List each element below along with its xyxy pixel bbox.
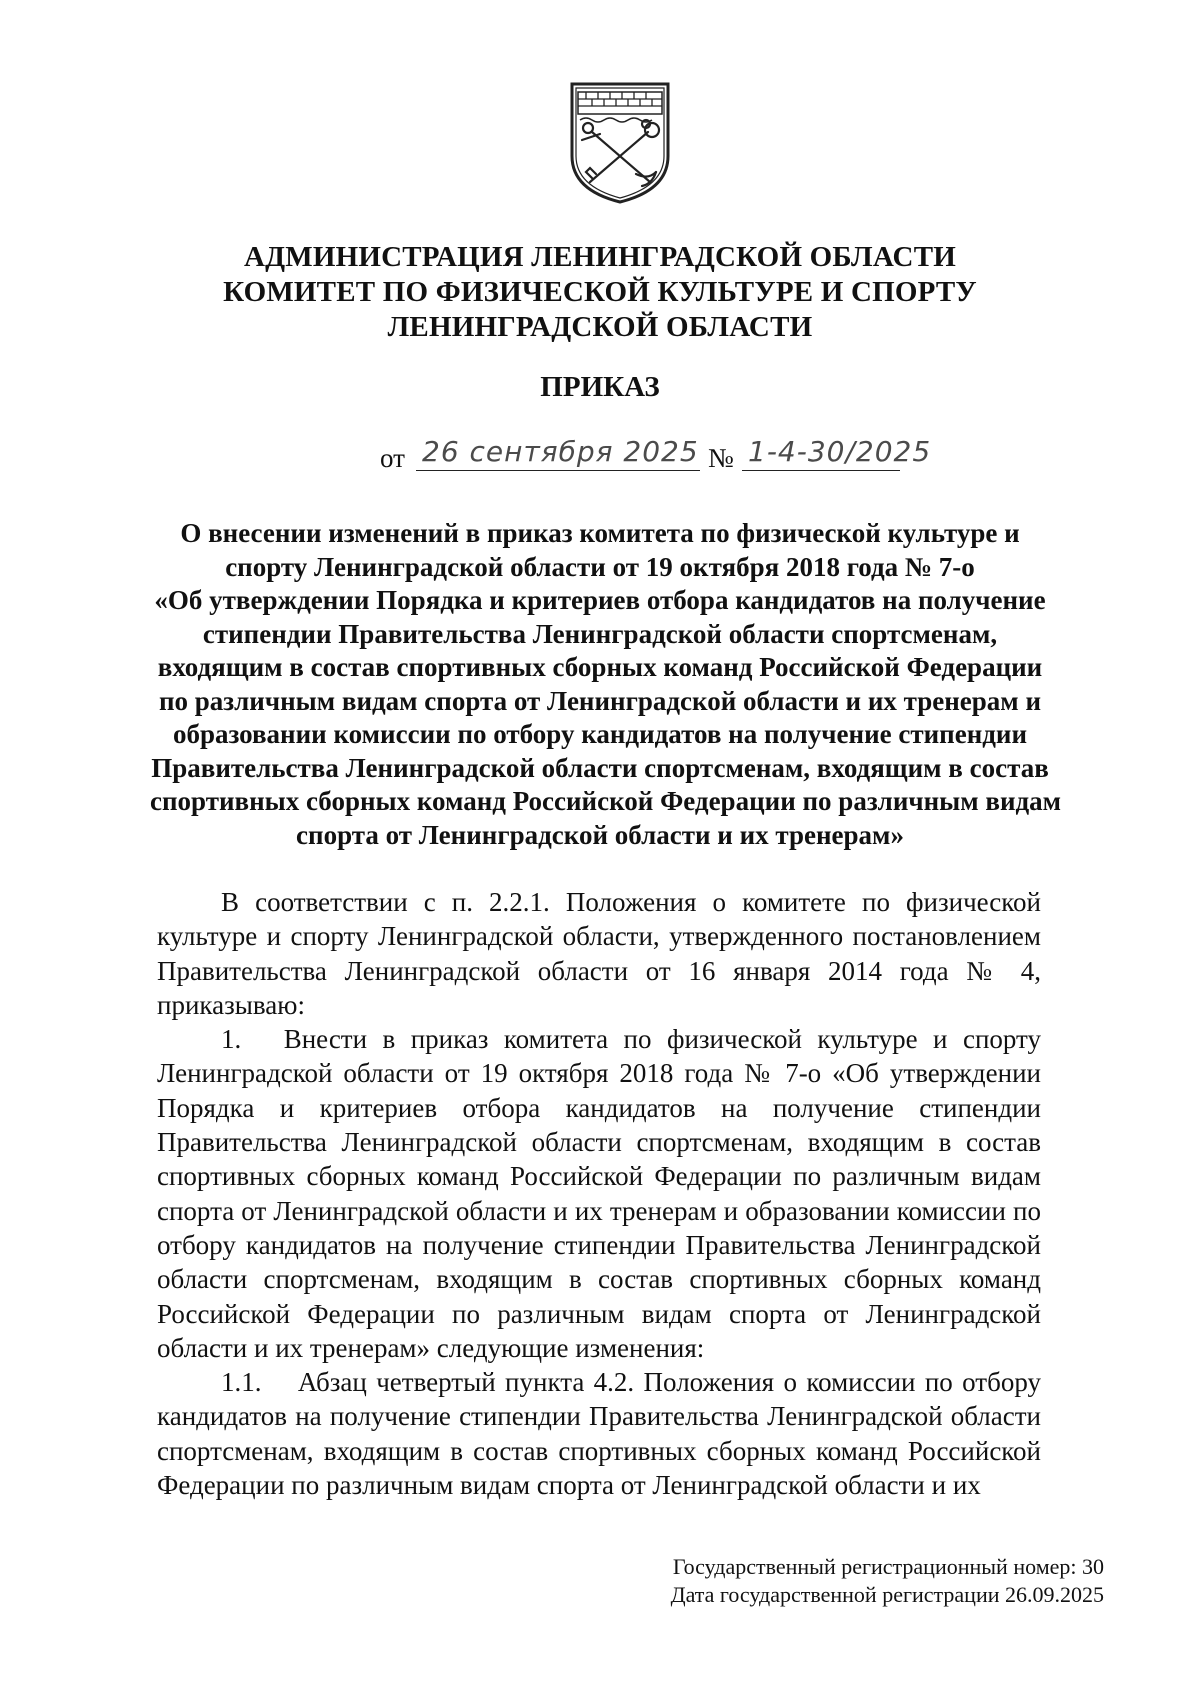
item-1-1-paragraph: 1.1. Абзац четвертый пункта 4.2. Положения о комиссии по отбору кандидатов на получение стипендии Правительства Ленинградской области спортсменам, входящим в состав спортивных сборных команд Российской Федерации по различным видам спорта от Ленинградской области и их <box>157 1367 1041 1501</box>
date-underline <box>416 470 700 471</box>
subject-line: стипендии Правительства Ленинградской области спортсменам, <box>202 618 998 649</box>
order-subject <box>150 517 1062 852</box>
subject-line: спорту Ленинградской области от 19 октября 2018 года № 7-о <box>225 551 975 582</box>
registration-info <box>671 1553 1104 1609</box>
number-underline <box>742 470 900 471</box>
item-1-paragraph: 1. Внести в приказ комитета по физической культуре и спорту Ленинградской области от 19 октября 2018 года № 7-о «Об утверждении Порядка и критериев отбора кандидатов на получение стипендии Правительства Ленинградской области спортсменам, входящим в состав спортивных сборных команд Российской Федерации по различным видам спорта от Ленинградской области и их тренерам и образовании комиссии по отбору кандидатов на получение стипендии Правительства Ленинградской области спортсменам, входящим в состав спортивных сборных команд Российской Федерации по различным видам спорта от Ленинградской области и их тренерам» следующие изменения: <box>157 1024 1041 1363</box>
subject-line: спорта от Ленинградской области и их тренерам» <box>296 819 904 850</box>
subject-line: Правительства Ленинградской области спортсменам, входящим в состав <box>151 752 1049 783</box>
order-number-handwritten: 1-4-30/2025 <box>748 435 932 468</box>
subject-line: по различным видам спорта от Ленинградской области и их тренерам и <box>158 685 1042 716</box>
org-line-2: КОМИТЕТ ПО ФИЗИЧЕСКОЙ КУЛЬТУРЕ И СПОРТУ <box>223 276 977 308</box>
subject-line: спортивных сборных команд Российской Федерации по различным видам <box>150 786 1062 816</box>
subject-line: образовании комиссии по отбору кандидатов на получение стипендии <box>172 719 1028 749</box>
document-body <box>157 885 1041 1502</box>
subject-line: «Об утверждении Порядка и критериев отбора кандидатов на получение <box>154 585 1046 615</box>
registration-date: Дата государственной регистрации 26.09.2025 <box>670 1582 1104 1607</box>
coat-of-arms-icon <box>566 78 674 206</box>
organization-header <box>180 240 1020 345</box>
subject-line: входящим в состав спортивных сборных команд Российской Федерации <box>157 652 1043 682</box>
intro-paragraph: В соответствии с п. 2.2.1. Положения о комитете по физической культуре и спорту Ленинградской области, утвержденного постановлением Правительства Ленинградской области от 16 января 2014 года № 4, приказываю: <box>157 887 1041 1020</box>
document-type-title: ПРИКАЗ <box>540 371 660 403</box>
number-prefix: № <box>708 443 734 473</box>
org-line-1: АДМИНИСТРАЦИЯ ЛЕНИНГРАДСКОЙ ОБЛАСТИ <box>243 241 957 273</box>
org-line-3: ЛЕНИНГРАДСКОЙ ОБЛАСТИ <box>387 311 813 343</box>
order-date-handwritten: 26 сентября 2025 <box>422 435 699 468</box>
date-prefix: от <box>380 443 405 473</box>
registration-number: Государственный регистрационный номер: 30 <box>672 1554 1104 1579</box>
subject-line: О внесении изменений в приказ комитета по физической культуре и <box>180 518 1020 548</box>
